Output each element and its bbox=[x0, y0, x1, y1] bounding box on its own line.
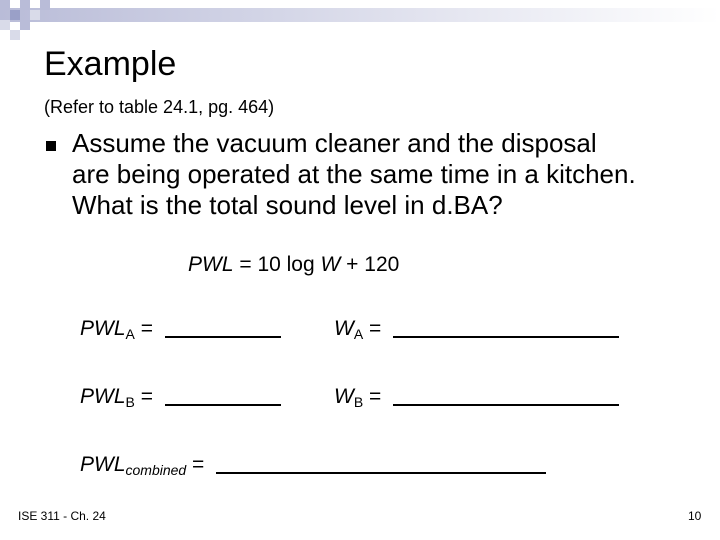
answer-blank bbox=[393, 386, 619, 406]
answer-blank bbox=[165, 318, 281, 338]
pwl-formula bbox=[188, 252, 399, 278]
footer-course-label: ISE 311 - Ch. 24 bbox=[18, 509, 106, 523]
eq-sub: A bbox=[125, 326, 135, 342]
eq-sign: = bbox=[363, 385, 388, 408]
eq-sub: B bbox=[125, 394, 135, 410]
w-b-equation bbox=[334, 384, 619, 415]
formula-eq: = 10 log bbox=[233, 253, 321, 276]
eq-sub: combined bbox=[125, 462, 187, 478]
bullet-line: are being operated at the same time in a kitchen. bbox=[72, 159, 636, 189]
slide-title: Example bbox=[44, 45, 177, 83]
formula-plus: + 120 bbox=[340, 253, 400, 276]
answer-blank bbox=[216, 454, 546, 474]
bullet-text bbox=[72, 128, 702, 221]
bullet-line: What is the total sound level in d.BA? bbox=[72, 190, 503, 220]
eq-name: PWL bbox=[80, 385, 126, 408]
answer-blank bbox=[165, 386, 281, 406]
slide-subtitle: (Refer to table 24.1, pg. 464) bbox=[44, 97, 275, 117]
eq-sign: = bbox=[186, 453, 211, 476]
eq-sign: = bbox=[134, 317, 159, 340]
eq-name: PWL bbox=[80, 453, 126, 476]
formula-w: W bbox=[320, 253, 341, 276]
pwl-b-equation bbox=[80, 384, 281, 415]
eq-sub: A bbox=[353, 326, 364, 342]
eq-sign: = bbox=[134, 385, 159, 408]
eq-name: W bbox=[334, 317, 354, 340]
square-bullet-icon bbox=[46, 141, 56, 151]
answer-blank bbox=[393, 318, 619, 338]
pwl-a-equation bbox=[80, 316, 281, 347]
eq-name: W bbox=[334, 385, 354, 408]
slide-template-topbar bbox=[0, 0, 720, 32]
pwl-combined-equation bbox=[80, 452, 546, 483]
bullet-line: Assume the vacuum cleaner and the disposal bbox=[72, 128, 597, 158]
eq-sub: B bbox=[353, 394, 364, 410]
eq-name: PWL bbox=[80, 317, 126, 340]
w-a-equation bbox=[334, 316, 619, 347]
formula-pwl: PWL bbox=[188, 253, 234, 276]
eq-sign: = bbox=[363, 317, 388, 340]
page-number: 10 bbox=[688, 509, 702, 523]
